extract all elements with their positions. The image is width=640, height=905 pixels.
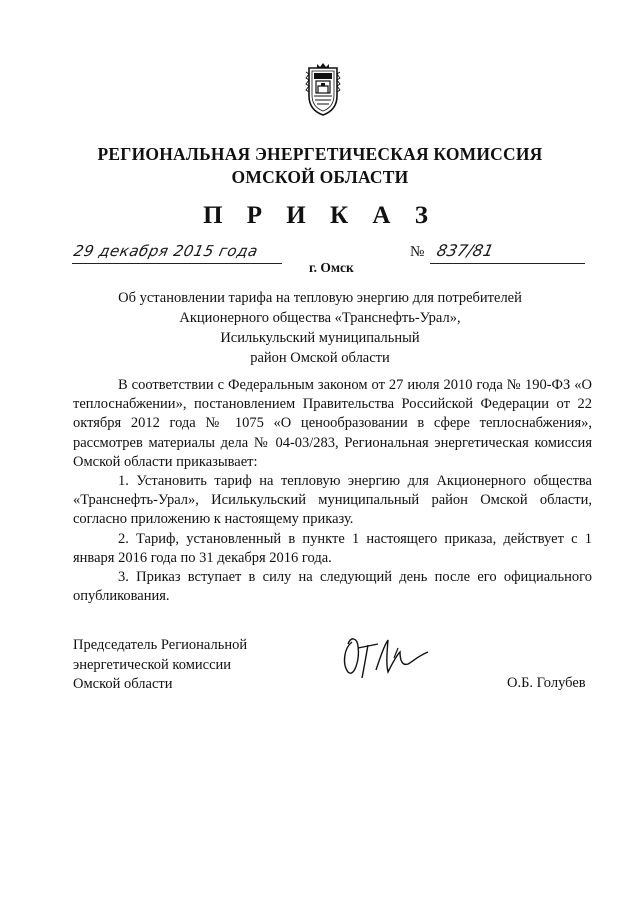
order-item-3: 3. Приказ вступает в силу на следующий день после его официального опубликования. <box>73 569 592 605</box>
signer-position-line: Председатель Региональной <box>73 637 248 653</box>
signer-position-line: энергетической комиссии <box>73 656 232 673</box>
subject-line: Исилькульский муниципальный <box>220 330 420 346</box>
signer-name: О.Б. Голубев <box>507 675 586 691</box>
order-item-2: 2. Тариф, установленный в пункте 1 настоящего приказа, действует с 1 января 2016 года по 31 декабря 2016 года. <box>73 530 592 566</box>
signer-position <box>73 636 247 695</box>
order-item-1: 1. Установить тариф на тепловую энергию для Акционерного общества «Транснефть-Урал», Исилькульский муниципальный район Омской области, согласно приложению к настоящему приказу. <box>73 473 592 528</box>
handwritten-date: 29 декабря 2015 года <box>72 242 260 260</box>
subject-line: район Омской области <box>250 350 390 366</box>
city-label: г. Омск <box>309 260 354 275</box>
date-underline <box>72 263 282 264</box>
document-subject <box>60 288 580 368</box>
coat-of-arms-emblem <box>303 62 343 118</box>
subject-line: Об установлении тарифа на тепловую энергию для потребителей <box>118 290 522 306</box>
handwritten-signature <box>338 630 438 682</box>
organization-name-line2: ОМСКОЙ ОБЛАСТИ <box>231 167 409 187</box>
document-title: П Р И К А З <box>203 202 437 229</box>
subject-line: Акционерного общества «Транснефть-Урал», <box>179 310 461 326</box>
document-body <box>73 376 592 606</box>
signer-position-line: Омской области <box>73 676 173 692</box>
organization-name-line1: РЕГИОНАЛЬНАЯ ЭНЕРГЕТИЧЕСКАЯ КОМИССИЯ <box>97 144 543 164</box>
handwritten-number: 837/81 <box>434 241 496 260</box>
preamble-paragraph: В соответствии с Федеральным законом от 27 июля 2010 года № 190-ФЗ «О теплоснабжении», постановлением Правительства Российской Федерации от 22 октября 2012 года № 1075 «О ценообразовании в сфере теплоснабжения», рассмотрев материалы дела № 04-03/283, Региональная энергетическая комиссия Омской области приказывает: <box>73 377 592 470</box>
number-underline <box>430 263 585 264</box>
number-label: № <box>410 244 425 260</box>
